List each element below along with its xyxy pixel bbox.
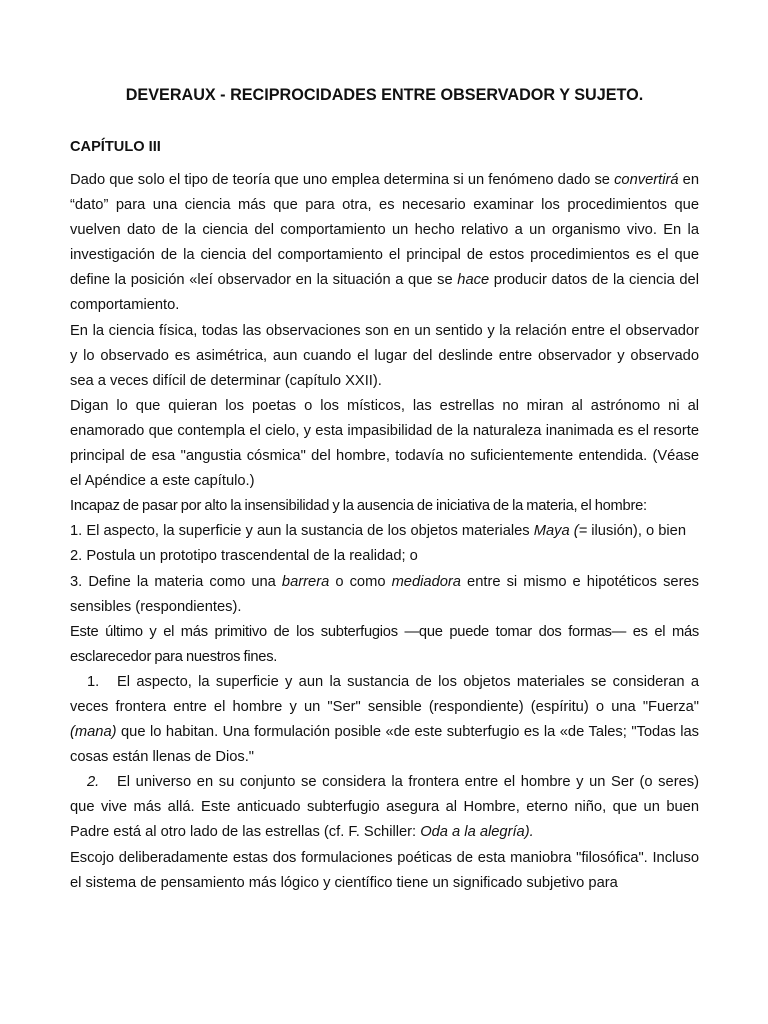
document-body [70, 168, 699, 896]
list-item-2: 2. Postula un prototipo trascendental de la realidad; o [70, 548, 418, 565]
list-item-3-text-a: 3. Define la materia como una [70, 573, 282, 590]
paragraph-1-italic-convertira: convertirá [614, 172, 679, 188]
document-title: DEVERAUX - RECIPROCIDADES ENTRE OBSERVADOR Y SUJETO. [125, 86, 644, 104]
paragraph-1 [70, 168, 699, 319]
list-item-3-text-e: entre si mismo e hipotéticos seres sensibles (respondientes). [70, 573, 699, 615]
numbered-item-2 [70, 770, 699, 845]
numbered-item-2-italic-oda: Oda a la alegría). [420, 824, 534, 841]
list-item-1-text-c: ilusión), o bien [587, 523, 686, 540]
paragraph-2: En la ciencia física, todas las observaciones son en un sentido y la relación entre el observador y lo observado es asimétrica, aun cuando el lugar del deslinde entre observador y observado sea a veces difícil de determinar (capítulo XXII). [70, 322, 699, 389]
numbered-item-1-number: 1. [87, 673, 100, 690]
chapter-heading: CAPÍTULO III [70, 139, 161, 155]
paragraph-1-text-a: Dado que solo el tipo de teoría que uno emplea determina si un fenómeno dado se [70, 172, 615, 188]
list-item-1 [70, 519, 699, 544]
numbered-item-1-italic-mana: (mana) [70, 724, 117, 741]
numbered-item-2-number: 2. [87, 774, 100, 791]
list-item-3-text-c: o como [329, 573, 392, 590]
paragraph-1-italic-hace: hace [457, 272, 490, 289]
numbered-item-1-text-c: que lo habitan. Una formulación posible «de este subterfugio es la «de Tales; "Todas las cosas están llenas de Dios." [70, 724, 699, 766]
numbered-item-2-text-a: El universo en su conjunto se considera la frontera entre el hombre y un Ser (o seres) que vive más allá. Este anticuado subterfugio asegura al Hombre, eterno niño, que un buen Padre está al otro lado de las estrellas (cf. F. Schiller: [70, 774, 699, 841]
paragraph-4: Incapaz de pasar por alto la insensibilidad y la ausencia de iniciativa de la materia, el hombre: [70, 498, 647, 515]
numbered-item-1 [70, 670, 699, 770]
numbered-item-1-text-a: El aspecto, la superficie y aun la sustancia de los objetos materiales se consideran a veces frontera entre el hombre y un "Ser" sensible (respondiente) (espíritu) o una "Fuerza" [70, 673, 699, 715]
paragraph-1-text-e: producir datos de la ciencia del comportamiento. [70, 272, 699, 314]
list-item-3-italic-mediadora: mediadora [391, 573, 461, 590]
list-item-1-italic-maya: Maya (= [533, 523, 588, 540]
list-item-3 [70, 570, 699, 620]
list-item-3-italic-barrera: barrera [281, 573, 330, 590]
paragraph-3: Digan lo que quieran los poetas o los místicos, las estrellas no miran al astrónomo ni al enamorado que contempla el cielo, y esta impasibilidad de la naturaleza inanimada es el resorte principal de esa "angustia cósmica" del hombre, todavía no suficientemente entendida. (Véase el Apéndice a este capítulo.) [70, 397, 699, 490]
paragraph-5: Este último y el más primitivo de los subterfugios —que puede tomar dos formas— es el más esclarecedor para nuestros fines. [70, 623, 699, 665]
list-item-1-text-a: 1. El aspecto, la superficie y aun la sustancia de los objetos materiales [70, 523, 534, 540]
paragraph-6: Escojo deliberadamente estas dos formulaciones poéticas de esta maniobra "filosófica". Incluso el sistema de pensamiento más lógico y científico tiene un significado subjetivo para [70, 849, 699, 891]
paragraph-1-text-c: en “dato” para una ciencia más que para otra, es necesario examinar los procedimientos que vuelven dato de la ciencia del comportamiento un hecho relativo a un organismo vivo. En la investigación de la ciencia del comportamiento el principal de estos procedimientos es el que define la posición «leí observador en la situación a que se [70, 172, 699, 289]
